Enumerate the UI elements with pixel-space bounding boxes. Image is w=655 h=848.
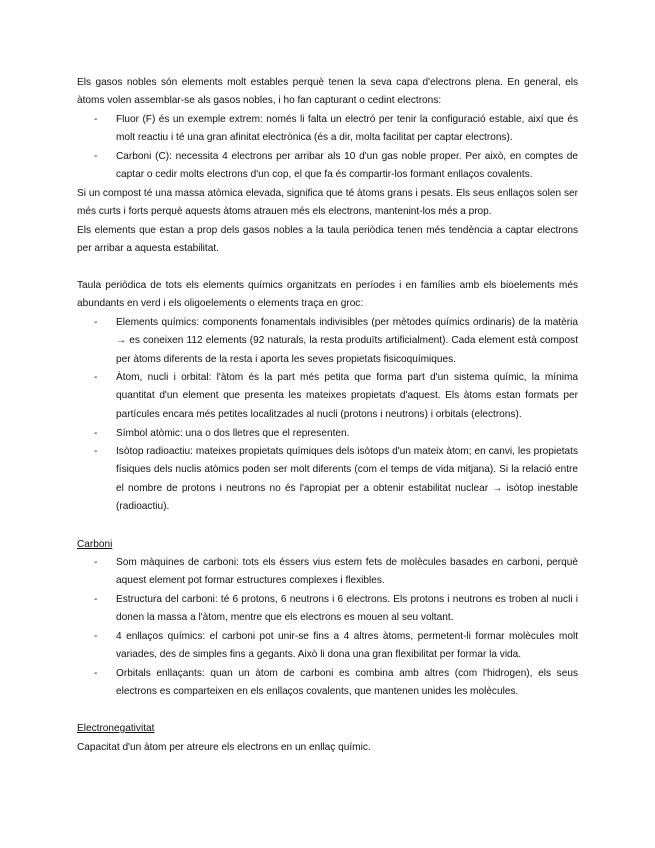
list-item-maquines-carboni: Som màquines de carboni: tots els éssers vius estem fets de molècules basades en carboni, perquè aquest element pot formar estructures complexes i flexibles. xyxy=(116,557,578,587)
taula-periodica-paragraph: Taula periòdica de tots els elements químics organitzats en períodes i en famílies amb els bioelements més abundants en verd i els oligoelements o elements traça en groc: xyxy=(77,280,578,310)
electronegativitat-heading: Electronegativitat xyxy=(77,723,155,734)
list-item-isotop-radioactiu: Isòtop radioactiu: mateixes propietats químiques dels isòtops d'un mateix àtom; en canvi, les propietats físiques dels nuclis atòmics poden ser molt diferents (com el temps de vida mitjana). Si la relació entre el nombre de protons i neutrons no és l'apropiat per a obtenir estabilitat nuclear → isòtop inestable (radioactiu). xyxy=(116,446,578,513)
bullet-marker: - xyxy=(94,317,98,328)
gasos-nobles-paragraph: Els elements que estan a prop dels gasos nobles a la taula periòdica tenen més tendència a captar electrons per arribar a aquesta estabilitat. xyxy=(77,225,578,255)
electronegativitat-definition: Capacitat d'un àtom per atreure els electrons en un enllaç químic. xyxy=(77,742,371,753)
intro-paragraph: Els gasos nobles són elements molt estables perquè tenen la seva capa d'electrons plena. En general, els àtoms volen assemblar-se als gasos nobles, i ho fan capturant o cedint electrons: xyxy=(77,77,578,107)
list-item-orbitals-enllacants: Orbitals enllaçants: quan un àtom de carboni es combina amb altres (com l'hidrogen), els seus electrons es comparteixen en els enllaços covalents, que mantenen unides les molècules. xyxy=(116,668,578,698)
bullet-marker: - xyxy=(94,151,98,162)
bullet-marker: - xyxy=(94,428,98,439)
bullet-marker: - xyxy=(94,114,98,125)
list-item-carboni: Carboni (C): necessita 4 electrons per arribar als 10 d'un gas noble proper. Per això, en comptes de captar o cedir molts electrons d'un cop, el que fa és compartir-los formant enllaços covalents. xyxy=(116,151,578,181)
carboni-heading: Carboni xyxy=(77,539,113,550)
list-item-fluor: Fluor (F) és un exemple extrem: només li falta un electró per tenir la configuració estable, així que és molt reactiu i té una gran afinitat electrònica (és a dir, molta facilitat per captar electrons). xyxy=(116,114,578,144)
list-item-estructura-carboni: Estructura del carboni: té 6 protons, 6 neutrons i 6 electrons. Els protons i neutrons es troben al nucli i donen la massa a l'àtom, mentre que els electrons es mouen al seu voltant. xyxy=(116,594,578,624)
list-item-simbol-atomic: Símbol atòmic: una o dos lletres que el representen. xyxy=(116,428,350,439)
list-item-elements-quimics: Elements químics: components fonamentals indivisibles (per mètodes químics ordinaris) de la matèria → es coneixen 112 elements (92 naturals, la resta produïts artificialment). Cada element està compost per àtoms diferents de la resta i aporta les seves propietats fisicoquímiques. xyxy=(116,317,578,365)
list-item-enllacos-quimics: 4 enllaços químics: el carboni pot unir-se fins a 4 altres àtoms, permetent-li formar molècules molt variades, des de simples fins a gegants. Això li dona una gran flexibilitat per formar la vida. xyxy=(116,631,578,661)
bullet-marker: - xyxy=(94,594,98,605)
bullet-marker: - xyxy=(94,668,98,679)
bullet-marker: - xyxy=(94,446,98,457)
bullet-marker: - xyxy=(94,372,98,383)
massa-atomica-paragraph: Si un compost té una massa atòmica elevada, significa que té àtoms grans i pesats. Els seus enllaços solen ser més curts i forts perquè aquests àtoms atrauen més els electrons, mantenint-los més a prop. xyxy=(77,188,578,218)
list-item-atom-nucli-orbital: Àtom, nucli i orbital: l'àtom és la part més petita que forma part d'un sistema químic, la mínima quantitat d'un element que presenta les mateixes propietats d'aquest. Els àtoms estan formats per partícules encara més petites localitzades al nucli (protons i neutrons) i orbitals (electrons). xyxy=(116,372,578,420)
bullet-marker: - xyxy=(94,631,98,642)
bullet-marker: - xyxy=(94,557,98,568)
